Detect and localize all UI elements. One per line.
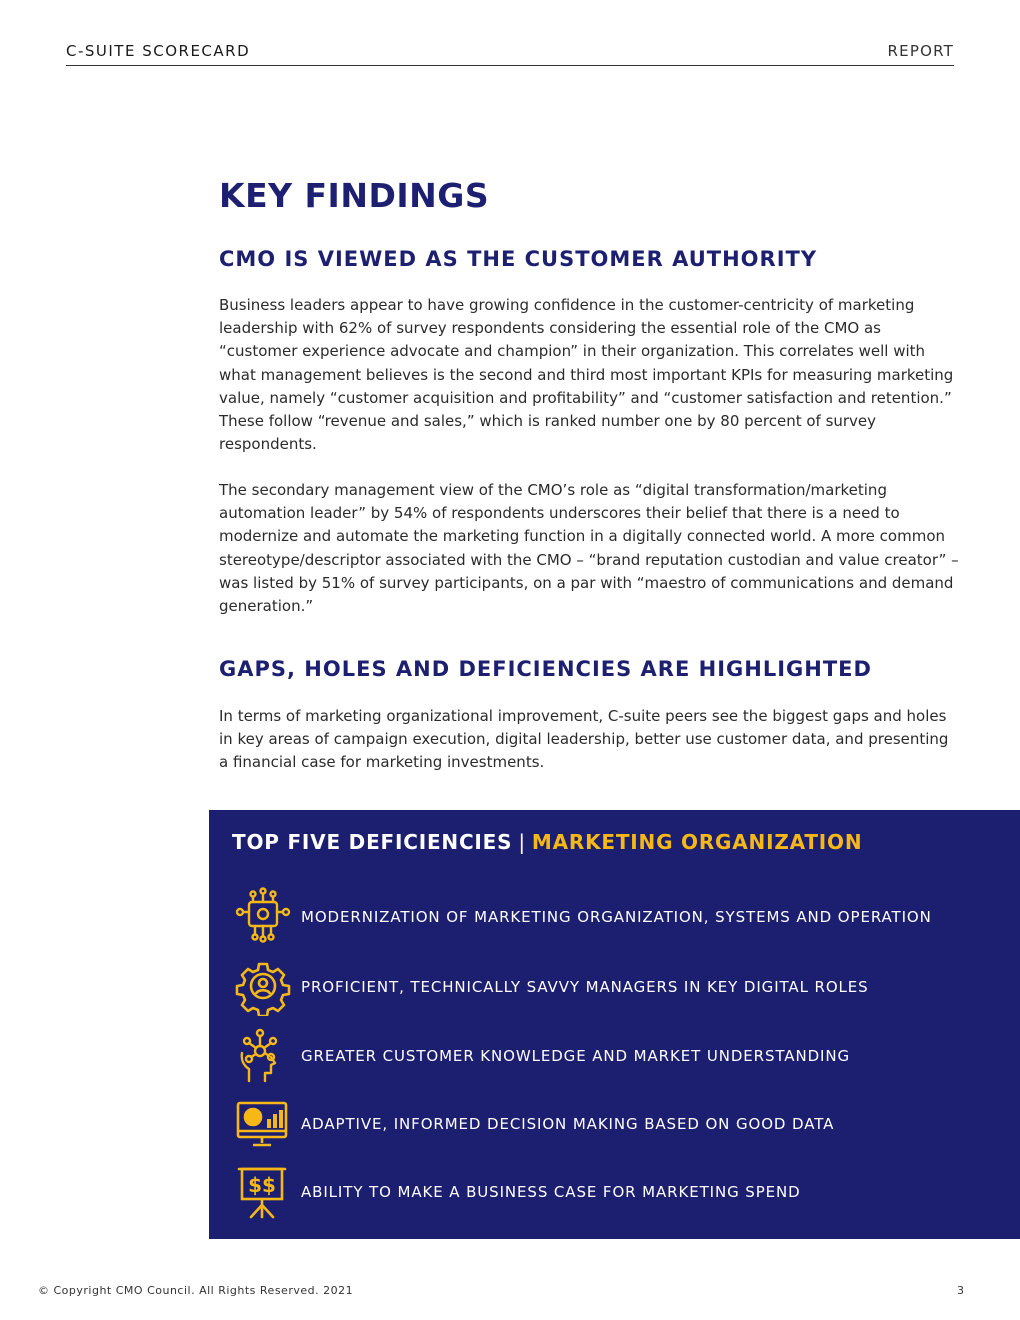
monitor-chart-icon xyxy=(235,1093,291,1153)
svg-text:$$: $$ xyxy=(248,1173,276,1197)
head-network-icon xyxy=(235,1025,291,1085)
deficiency-item xyxy=(235,886,1015,946)
header-report-label: REPORT xyxy=(887,42,954,60)
deficiencies-panel xyxy=(209,810,1020,1239)
deficiency-label: ABILITY TO MAKE A BUSINESS CASE FOR MARKETING SPEND xyxy=(301,1183,801,1201)
page-header xyxy=(66,42,954,66)
panel-title xyxy=(232,830,862,854)
deficiency-label: ADAPTIVE, INFORMED DECISION MAKING BASED ON GOOD DATA xyxy=(301,1115,835,1133)
deficiency-item xyxy=(235,1025,1015,1085)
page-number: 3 xyxy=(957,1284,964,1297)
paragraph-customer-authority-2: The secondary management view of the CMO’s role as “digital transformation/marketing automation leader” by 54% of respondents underscores their belief that there is a need to modernize and automate the marketing function in a digitally connected world. A more common stereotype/descriptor associated with the CMO – “brand reputation custodian and value creator” – was listed by 51% of survey participants, on a par with “maestro of communications and demand generation.” xyxy=(219,481,959,616)
header-report-name: C-SUITE SCORECARD xyxy=(66,42,251,60)
deficiency-item xyxy=(235,1161,1015,1221)
footer-copyright: © Copyright CMO Council. All Rights Reserved. 2021 xyxy=(38,1284,354,1297)
deficiency-item xyxy=(235,956,1015,1016)
panel-title-accent: MARKETING ORGANIZATION xyxy=(531,830,863,854)
paragraph-customer-authority-1: Business leaders appear to have growing confidence in the customer-centricity of marketing leadership with 62% of survey respondents considering the essential role of the CMO as “customer experience advocate and champion” in their organization. This correlates well with what management believes is the second and third most important KPIs for measuring marketing value, namely “customer acquisition and profitability” and “customer satisfaction and retention.” These follow “revenue and sales,” which is ranked number one by 80 percent of survey respondents. xyxy=(219,296,954,454)
deficiency-item xyxy=(235,1093,1015,1153)
deficiency-label: GREATER CUSTOMER KNOWLEDGE AND MARKET UNDERSTANDING xyxy=(301,1047,850,1065)
panel-title-main: TOP FIVE DEFICIENCIES xyxy=(232,830,513,854)
page-title: KEY FINDINGS xyxy=(219,176,490,215)
deficiency-label: MODERNIZATION OF MARKETING ORGANIZATION, SYSTEMS AND OPERATION xyxy=(301,908,932,926)
deficiency-label: PROFICIENT, TECHNICALLY SAVVY MANAGERS IN KEY DIGITAL ROLES xyxy=(301,978,869,996)
panel-title-separator: | xyxy=(518,830,526,854)
section-heading-deficiencies: GAPS, HOLES AND DEFICIENCIES ARE HIGHLIGHTED xyxy=(219,657,872,681)
section-heading-customer-authority: CMO IS VIEWED AS THE CUSTOMER AUTHORITY xyxy=(219,247,818,271)
gear-person-icon xyxy=(235,956,291,1016)
circuit-chip-icon xyxy=(235,886,291,946)
paragraph-deficiencies: In terms of marketing organizational improvement, C-suite peers see the biggest gaps and holes in key areas of campaign execution, digital leadership, better use customer data, and presenting a financial case for marketing investments. xyxy=(219,707,949,772)
dollar-board-icon xyxy=(235,1161,291,1221)
